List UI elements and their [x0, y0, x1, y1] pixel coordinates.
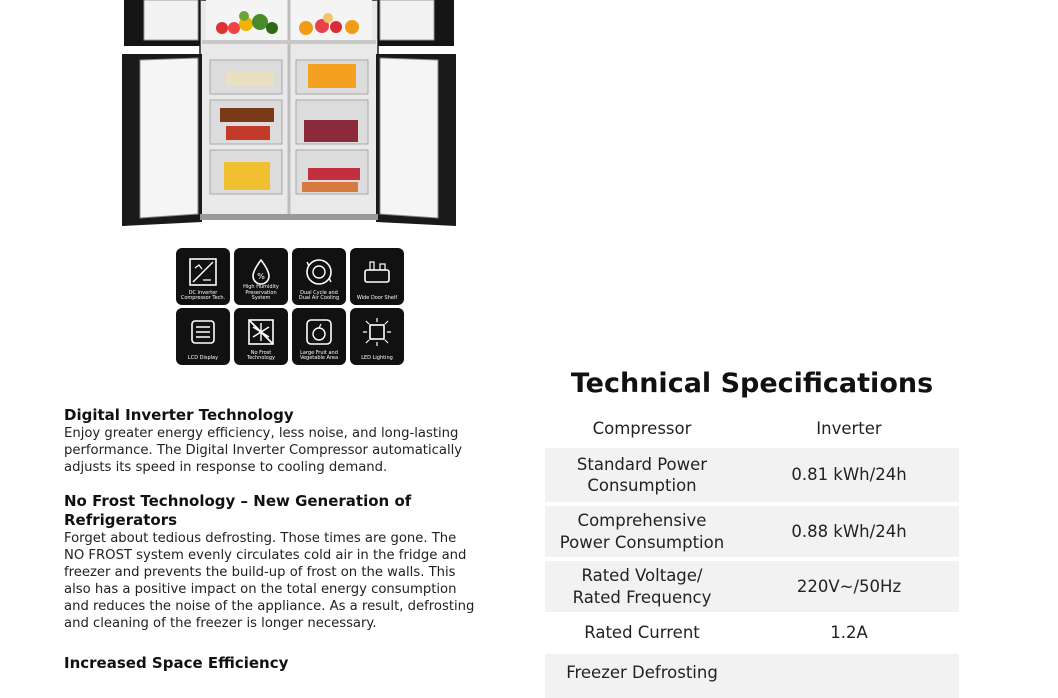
svg-text:%: %: [257, 272, 265, 281]
door-shelf-icon: [350, 248, 404, 305]
humidity-drop-icon: [234, 248, 288, 305]
feature-space-efficiency: [64, 654, 476, 673]
spec-row-standard-power: [545, 448, 959, 502]
feature-body: Enjoy greater energy efficiency, less noise, and long-lasting performance. The Digital Inverter Compressor automatically adjusts its speed in response to cooling demand.: [64, 426, 463, 475]
fruit-drawer-icon: [292, 308, 346, 365]
feature-digital-inverter: [64, 406, 476, 476]
specs-title: Technical Specifications: [570, 368, 934, 399]
feature-title: Increased Space Efficiency: [64, 654, 289, 672]
spec-value: Inverter: [816, 419, 882, 439]
icon-caption: LED Lighting: [361, 355, 393, 362]
spec-value: 1.2A: [830, 623, 868, 643]
feature-icon-grid: [176, 248, 406, 365]
spec-row-defrosting: [545, 654, 959, 698]
spec-row-voltage: [545, 561, 959, 612]
spec-label: Standard Power Consumption: [545, 448, 739, 502]
spec-row-comprehensive-power: [545, 506, 959, 557]
icon-caption: High Humidity Preservation System: [243, 284, 279, 302]
feature-title: Digital Inverter Technology: [64, 406, 294, 424]
no-frost-icon: [234, 308, 288, 365]
icon-caption: Dual Cycle and Dual Air Cooling: [298, 289, 340, 302]
spec-row-compressor: [545, 410, 959, 448]
spec-label: Freezer Defrosting: [545, 654, 739, 698]
spec-value: [739, 654, 959, 698]
spec-label: Compressor: [592, 419, 692, 439]
feature-no-frost: [64, 492, 476, 632]
specs-table: [545, 410, 959, 698]
feature-title: No Frost Technology – New Generation of Refrigerators: [64, 492, 412, 529]
dc-inverter-icon: [176, 248, 230, 305]
spec-value: 0.81 kWh/24h: [739, 448, 959, 502]
spec-value: 220V~/50Hz: [739, 561, 959, 612]
fridge-image: [122, 0, 456, 228]
icon-caption: DC Inverter Compressor Tech.: [180, 289, 226, 302]
icon-caption: Large Fruit and Vegetable Area: [299, 349, 339, 362]
icon-caption: LCD Display: [187, 355, 219, 362]
spec-label: Rated Current: [584, 623, 700, 643]
spec-row-current: [545, 612, 959, 654]
feature-body: Forget about tedious defrosting. Those times are gone. The NO FROST system evenly circulates cold air in the fridge and freezer and prevents the build-up of frost on the walls. This also has a positive impact on the total energy consumption and reduces the noise of the appliance. As a result, defrosting and cleaning of the freezer is longer necessary.: [64, 531, 475, 631]
led-lighting-icon: [350, 308, 404, 365]
lcd-display-icon: [176, 308, 230, 365]
spec-value: 0.88 kWh/24h: [739, 506, 959, 557]
spec-label: Rated Voltage/ Rated Frequency: [545, 561, 739, 612]
icon-caption: No Frost Technology: [246, 349, 275, 362]
spec-label: Comprehensive Power Consumption: [545, 506, 739, 557]
icon-caption: Wide Door Shelf: [356, 295, 398, 302]
dual-cooling-icon: [292, 248, 346, 305]
